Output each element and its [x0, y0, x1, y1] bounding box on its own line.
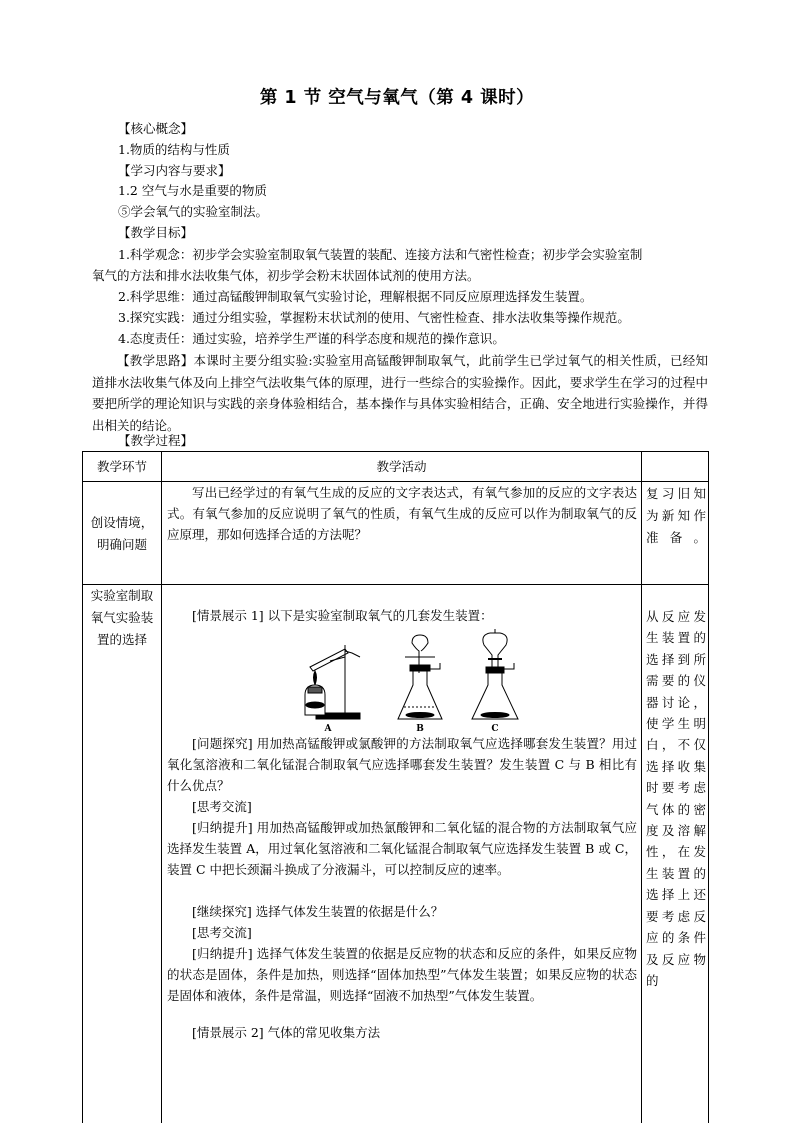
flame-icon [314, 671, 317, 685]
sum1-text: [归纳提升] 用加热高锰酸钾或加热氯酸钾和二氧化锰的混合物的方法制取氧气应选择发生装置 A，用过氧化氢溶液和二氧化锰混合制取氧气应选择发生装置 B 或 C，装置 C 中把长颈漏斗换成了分液漏斗，可以控制反应的速率。 [167, 820, 637, 877]
row2-note: 从反应发生装置的选择到所需要的仪器讨论，使学生明白，不仅选择收集时要考虑气体的密度及溶解性，在发生装置的选择上还要考虑反应的条件及反应物的 [646, 609, 706, 988]
label-c: C [491, 724, 499, 734]
row2-summary2 [167, 943, 637, 1006]
scene2-text: [情景展示 2] 气体的常见收集方法 [192, 1025, 381, 1040]
table-header-activity: 教学活动 [376, 459, 427, 474]
table-rule [161, 451, 162, 1123]
table-rule [641, 451, 642, 1123]
sum2-text: [归纳提升] 选择气体发生装置的依据是反应物的状态和反应的条件，如果反应物的状态是固体，条件是加热，则选择“固体加热型”气体发生装置；如果反应物的状态是固体和液体，条件是常温，则选择“固液不加热型”气体发生装置。 [167, 946, 637, 1003]
think2-text: [思考交流] [192, 925, 252, 940]
clamp-arm [330, 657, 345, 661]
think1-text: [思考交流] [192, 799, 252, 814]
row2-stage: 实验室制取氧气实验装置的选择 [90, 588, 154, 647]
q2-text: [继续探究] 选择气体发生装置的依据是什么？ [192, 904, 444, 919]
row2-think1 [167, 796, 637, 817]
sep-funnel-c [490, 629, 507, 673]
table-rule [82, 584, 709, 585]
q1-text: [问题探究] 用加热高锰酸钾或氯酸钾的方法制取氧气应选择哪套发生装置？用过氧化氢溶液和二氧化锰混合制取氧气应选择哪套发生装置？发生装置 C 与 B 相比有什么优点？ [167, 736, 637, 793]
core-concept-heading: 【核心概念】 [118, 121, 194, 136]
delivery-tube [345, 651, 360, 657]
row1-activity [167, 482, 637, 545]
row2-question1 [167, 733, 637, 796]
test-tube [310, 649, 348, 671]
label-b: B [416, 724, 424, 734]
goal-1a: 1.科学观念：初步学会实验室制取氧气装置的装配、连接方法和气密性检查；初步学会实验室制 [118, 247, 643, 262]
stopper-b [410, 665, 430, 671]
row2-summary1 [167, 817, 637, 880]
table-rule [708, 451, 709, 1123]
goal-3: 3.探究实践：通过分组实验，掌握粉末状试剂的使用、气密性检查、排水法收集等操作规范。 [118, 310, 630, 325]
process-heading: 【教学过程】 [118, 433, 194, 448]
row1-stage: 创设情境，明确问题 [90, 515, 154, 552]
flask-b [398, 671, 442, 719]
table-header-stage: 教学环节 [96, 459, 147, 474]
page-title: 第 1 节 空气与氧气（第 4 课时） [259, 88, 535, 108]
goal-4: 4.态度责任：通过实验，培养学生严谨的科学态度和规范的操作意识。 [118, 331, 505, 346]
label-a: A [324, 724, 332, 734]
goal-2: 2.科学思维：通过高锰酸钾制取氧气实验讨论，理解根据不同反应原理选择发生装置。 [118, 289, 593, 304]
learning-item-1: 1.2 空气与水是重要的物质 [118, 183, 267, 198]
core-concept-item: 1.物质的结构与性质 [118, 142, 230, 157]
goal-1b: 氧气的方法和排水法收集气体，初步学会粉末状固体试剂的使用方法。 [92, 268, 480, 283]
scene1-text: [情景展示 1] 以下是实验室制取氧气的几套发生装置： [192, 608, 493, 623]
row2-think2 [167, 922, 637, 943]
goals-heading: 【教学目标】 [118, 225, 194, 240]
row2-question2 [167, 901, 637, 922]
oxygen-apparatus-figure [290, 627, 550, 735]
teaching-idea: 【教学思路】本课时主要分组实验:实验室用高锰酸钾制取氧气，此前学生已学过氧气的相关性质，已经知道排水法收集气体及向上排空气法收集气体的原理，进行一些综合的实验操作。因此，要求学生在学习的过程中要把所学的理论知识与实践的亲身体验相结合，基本操作与具体实验相结合，正确、安全地进行实验操作，并得出相关的结论。 [92, 353, 708, 433]
row2-scene1 [167, 605, 637, 626]
row2-scene2 [167, 1022, 637, 1043]
learning-item-2: ⑤学会氧气的实验室制法。 [118, 204, 269, 219]
row1-activity-text: 写出已经学过的有氧气生成的反应的文字表达式，有氧气参加的反应的文字表达式。有氧气参加的反应说明了氧气的性质，有氧气生成的反应可以作为制取氧气的反应原理，那如何选择合适的方法呢？ [167, 485, 637, 542]
row1-note: 复习旧知为新知作准备。 [646, 486, 706, 545]
stopper-c [486, 667, 504, 673]
learning-heading: 【学习内容与要求】 [118, 163, 231, 178]
